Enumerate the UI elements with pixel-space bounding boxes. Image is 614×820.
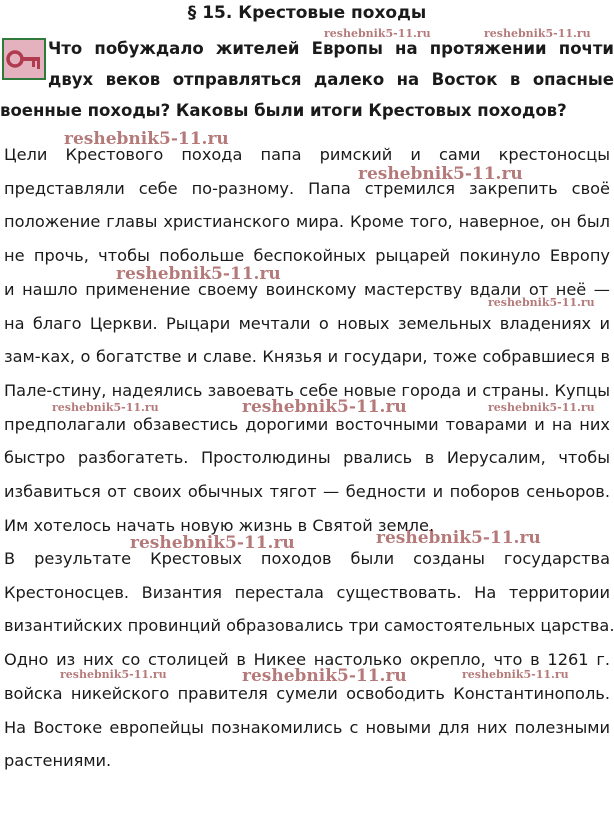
text-line: На Востоке европейцы познакомились с новыми для них полезными xyxy=(4,717,610,737)
section-title: § 15. Крестовые походы xyxy=(187,3,427,23)
text-line: представляли себе по-разному. Папа стремился закрепить своё xyxy=(4,178,610,198)
watermark: reshebnik5-11.ru xyxy=(130,533,295,553)
text-line: Пале-стину, надеялись завоевать себе новые города и страны. Купцы xyxy=(4,380,610,400)
watermark: reshebnik5-11.ru xyxy=(242,397,407,417)
text-line: Им хотелось начать новую жизнь в Святой земле. xyxy=(4,515,435,535)
watermark: reshebnik5-11.ru xyxy=(52,401,159,414)
text-line: Одно из них со столицей в Никее настолько окрепло, что в 1261 г. xyxy=(4,650,610,670)
text-line: положение главы христианского мира. Кроме того, наверное, он был xyxy=(4,212,610,232)
watermark: reshebnik5-11.ru xyxy=(488,296,595,309)
question-line: Что побуждало жителей Европы на протяжении почти xyxy=(48,39,614,58)
text-line: на благо Церкви. Рыцари мечтали о новых земельных владениях и xyxy=(4,313,610,333)
question-line: двух веков отправляться далеко на Восток в опасные xyxy=(48,70,614,89)
question-line: военные походы? Каковы были итоги Крестовых походов? xyxy=(0,101,567,120)
watermark: reshebnik5-11.ru xyxy=(242,666,407,686)
watermark: reshebnik5-11.ru xyxy=(488,401,595,414)
text-line: Крестоносцев. Византия перестала существовать. На территории xyxy=(4,582,610,602)
text-line: Цели Крестового похода папа римский и сами крестоносцы xyxy=(4,145,610,164)
text-line: и нашло применение своему воинскому мастерству вдали от неё — xyxy=(4,279,610,299)
watermark: reshebnik5-11.ru xyxy=(358,164,523,184)
watermark: reshebnik5-11.ru xyxy=(60,668,167,681)
watermark: reshebnik5-11.ru xyxy=(376,528,541,548)
text-line: В результате Крестовых походов были созданы государства xyxy=(4,549,610,568)
watermark: reshebnik5-11.ru xyxy=(462,668,569,681)
text-line: зам-ках, о богатстве и славе. Князья и государи, тоже собравшиеся в xyxy=(4,347,610,367)
text-line: византийских провинций образовались три самостоятельных царства. xyxy=(4,616,614,636)
text-line: предполагали обзавестись дорогими восточными товарами и на них xyxy=(4,414,610,434)
text-line: избавиться от своих обычных тягот — бедности и поборов сеньоров. xyxy=(4,482,610,502)
watermark: reshebnik5-11.ru xyxy=(324,27,431,40)
key-question xyxy=(0,33,614,126)
text-line: не прочь, чтобы побольше беспокойных рыцарей покинуло Европу xyxy=(4,246,610,266)
text-line: растениями. xyxy=(4,751,112,771)
paragraph-goals xyxy=(4,138,610,542)
paragraph-results xyxy=(4,542,614,778)
text-line: войска никейского правителя сумели освободить Константинополь. xyxy=(4,683,610,703)
watermark: reshebnik5-11.ru xyxy=(484,27,591,40)
watermark: reshebnik5-11.ru xyxy=(116,264,281,284)
watermark: reshebnik5-11.ru xyxy=(64,129,229,149)
text-line: быстро разбогатеть. Простолюдины рвались в Иерусалим, чтобы xyxy=(4,448,610,468)
